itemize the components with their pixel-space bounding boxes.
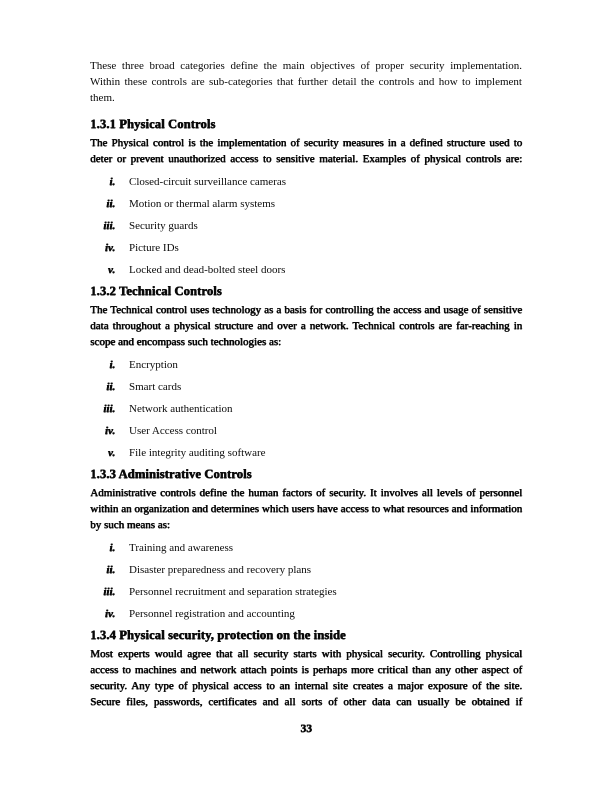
list-item-text: Disaster preparedness and recovery plans bbox=[129, 564, 312, 576]
list-item-text: Encryption bbox=[129, 359, 178, 371]
list-item bbox=[90, 401, 522, 417]
list-item-text: Locked and dead-bolted steel doors bbox=[129, 264, 286, 276]
section-paragraph: The Technical control uses technology as a basis for controlling the access and usage of sensitive data throughout a physical structure and over a network. Technical controls are far-reaching in scope and encompass such technologies as: bbox=[90, 304, 522, 348]
list-marker: ii. bbox=[106, 381, 115, 393]
list-item bbox=[90, 540, 522, 556]
administrative-controls-list bbox=[90, 540, 522, 622]
section-physical-security-inside bbox=[90, 628, 522, 710]
list-item-text: User Access control bbox=[129, 425, 217, 437]
section-administrative-controls bbox=[90, 467, 522, 622]
list-item-text: Personnel recruitment and separation strategies bbox=[129, 586, 337, 598]
technical-controls-list bbox=[90, 357, 522, 461]
list-marker: i. bbox=[109, 542, 115, 554]
section-paragraph: Administrative controls define the human factors of security. It involves all levels of personnel within an organization and determines which users have access to what resources and information by such means as: bbox=[90, 487, 522, 531]
list-marker: iii. bbox=[103, 220, 115, 232]
section-heading-physical-security-inside: 1.3.4 Physical security, protection on the inside bbox=[90, 628, 346, 642]
list-item-text: Security guards bbox=[129, 220, 198, 232]
list-item-text: Network authentication bbox=[129, 403, 233, 415]
list-marker: iv. bbox=[104, 242, 115, 254]
list-item bbox=[90, 174, 522, 190]
list-item-text: Personnel registration and accounting bbox=[129, 608, 295, 620]
list-marker: i. bbox=[109, 359, 115, 371]
section-paragraph: Most experts would agree that all security starts with physical security. Controlling physical access to machines and network attach points is perhaps more critical than any other aspect of security. Any type of physical access to an internal site creates a major exposure of the site. Secure files, passwords, certificates and all sorts of other data can usually be obtained if bbox=[90, 648, 522, 708]
list-item-text: Closed-circuit surveillance cameras bbox=[129, 176, 286, 188]
physical-controls-list bbox=[90, 174, 522, 278]
list-marker: i. bbox=[109, 176, 115, 188]
section-physical-controls bbox=[90, 117, 522, 278]
list-marker: iv. bbox=[104, 425, 115, 437]
section-paragraph: The Physical control is the implementation of security measures in a defined structure used to deter or prevent unauthorized access to sensitive material. Examples of physical controls are: bbox=[90, 137, 522, 165]
list-marker: v. bbox=[107, 447, 115, 459]
list-item-text: Training and awareness bbox=[129, 542, 234, 554]
list-item bbox=[90, 262, 522, 278]
list-item bbox=[90, 584, 522, 600]
list-item bbox=[90, 606, 522, 622]
list-item-text: Smart cards bbox=[129, 381, 182, 393]
page-number: 33 bbox=[300, 723, 312, 735]
list-item bbox=[90, 423, 522, 439]
list-marker: iv. bbox=[104, 608, 115, 620]
list-item-text: Picture IDs bbox=[129, 242, 179, 254]
list-item bbox=[90, 379, 522, 395]
list-marker: iii. bbox=[103, 403, 115, 415]
list-item-text: File integrity auditing software bbox=[129, 447, 266, 459]
section-heading-physical-controls: 1.3.1 Physical Controls bbox=[90, 117, 216, 131]
list-marker: ii. bbox=[106, 198, 115, 210]
list-item bbox=[90, 196, 522, 212]
section-technical-controls bbox=[90, 284, 522, 461]
list-item bbox=[90, 357, 522, 373]
list-marker: iii. bbox=[103, 586, 115, 598]
list-marker: v. bbox=[107, 264, 115, 276]
list-item-text: Motion or thermal alarm systems bbox=[129, 198, 276, 210]
list-item bbox=[90, 445, 522, 461]
list-item bbox=[90, 240, 522, 256]
section-heading-administrative-controls: 1.3.3 Administrative Controls bbox=[90, 467, 252, 481]
list-item bbox=[90, 218, 522, 234]
list-item bbox=[90, 562, 522, 578]
section-heading-technical-controls: 1.3.2 Technical Controls bbox=[90, 284, 222, 298]
intro-paragraph: These three broad categories define the main objectives of proper security implementation. Within these controls are sub-categories that further detail the controls and how to implement them. bbox=[90, 60, 522, 104]
list-marker: ii. bbox=[106, 564, 115, 576]
